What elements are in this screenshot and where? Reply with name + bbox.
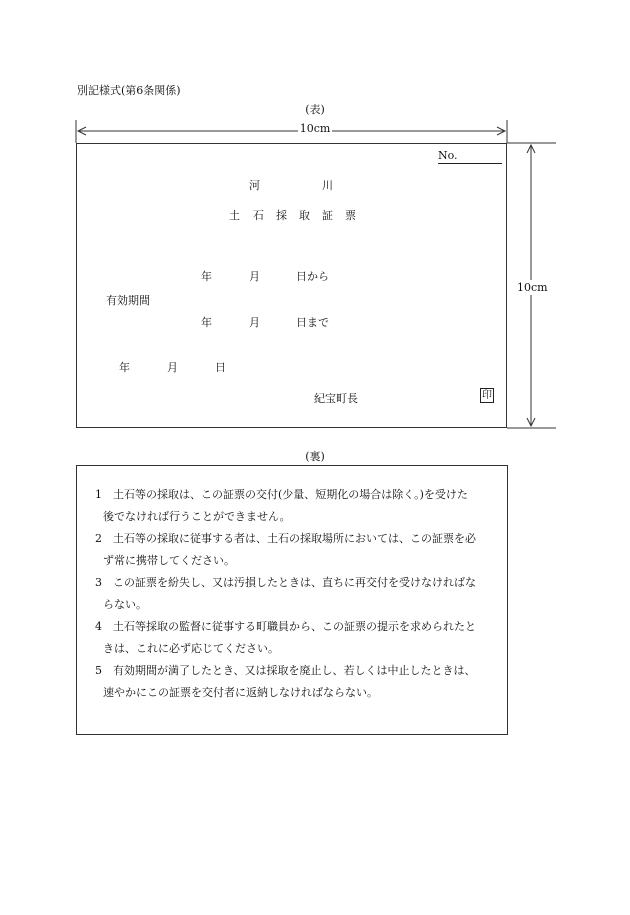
width-dimension-label: 10cm bbox=[299, 122, 331, 135]
notice-text-line1: 土石等の採取は、この証票の交付(少量、短期化の場合は除く。)を受けた bbox=[113, 488, 468, 501]
period-to-month: 月 bbox=[249, 316, 260, 329]
notice-text-line2: らない。 bbox=[103, 598, 147, 611]
period-from-day: 日から bbox=[296, 270, 329, 283]
number-field: No. bbox=[438, 149, 502, 164]
notice-text-line1: 有効期間が満了したとき、又は採取を廃止し、若しくは中止したときは、 bbox=[113, 664, 476, 677]
back-side-label: (裏) bbox=[305, 450, 325, 463]
seal-mark: 印 bbox=[482, 390, 492, 401]
notice-text-line2: 後でなければ行うことができません。 bbox=[103, 510, 291, 523]
notice-number: 5 bbox=[95, 664, 102, 677]
notice-number: 3 bbox=[95, 576, 102, 589]
title-char-4: 取 bbox=[299, 209, 310, 222]
title-char-5: 証 bbox=[322, 209, 333, 222]
issue-date-month: 月 bbox=[167, 361, 178, 374]
height-arrow-bottom bbox=[527, 418, 535, 426]
notice-item-4 bbox=[95, 616, 507, 660]
certificate-front bbox=[76, 143, 507, 428]
issuer-name: 紀宝町長 bbox=[314, 392, 358, 405]
river-char-2: 川 bbox=[322, 179, 333, 192]
notice-text-line2: きは、これに必ず応じてください。 bbox=[103, 642, 279, 655]
front-side-label: (表) bbox=[305, 103, 325, 116]
issue-date-day: 日 bbox=[215, 361, 226, 374]
certificate-back bbox=[76, 465, 508, 735]
issue-date-year: 年 bbox=[119, 361, 130, 374]
validity-period-label: 有効期間 bbox=[106, 294, 150, 307]
title-char-2: 石 bbox=[253, 209, 264, 222]
height-dimension-label: 10cm bbox=[517, 281, 548, 294]
period-from-year: 年 bbox=[201, 270, 212, 283]
width-dimension-label-wrap bbox=[0, 123, 630, 134]
notice-number: 2 bbox=[95, 532, 102, 545]
notice-item-1 bbox=[95, 484, 507, 528]
period-to-day: 日まで bbox=[296, 316, 329, 329]
notice-text-line1: この証票を紛失し、又は汚損したときは、直ちに再交付を受けなければな bbox=[113, 576, 476, 589]
notice-item-3 bbox=[95, 572, 507, 616]
notice-item-2 bbox=[95, 528, 507, 572]
notice-text-line1: 土石等の採取に従事する者は、土石の採取場所においては、この証票を必 bbox=[113, 532, 476, 545]
notice-number: 4 bbox=[95, 620, 102, 633]
notice-text-line1: 土石等採取の監督に従事する町職員から、この証票の提示を求められたと bbox=[113, 620, 476, 633]
notice-item-5 bbox=[95, 660, 507, 704]
form-heading: 別記様式(第6条関係) bbox=[77, 84, 181, 97]
notice-text-line2: 速やかにこの証票を交付者に返納しなければならない。 bbox=[103, 686, 378, 699]
height-arrow-top bbox=[527, 145, 535, 153]
title-char-6: 票 bbox=[345, 209, 356, 222]
river-char-1: 河 bbox=[249, 179, 260, 192]
notice-number: 1 bbox=[95, 488, 102, 501]
title-char-1: 土 bbox=[229, 209, 240, 222]
notice-text-line2: ず常に携帯してください。 bbox=[103, 554, 235, 567]
title-char-3: 採 bbox=[276, 209, 287, 222]
period-to-year: 年 bbox=[201, 316, 212, 329]
period-from-month: 月 bbox=[249, 270, 260, 283]
